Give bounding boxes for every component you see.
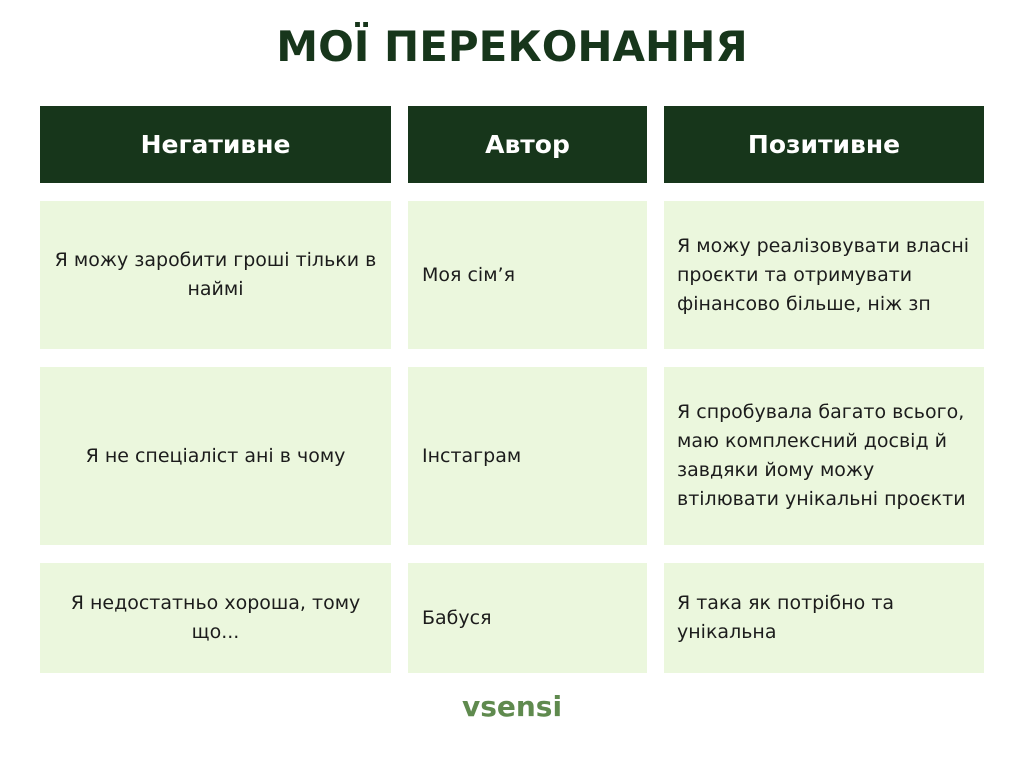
row-1-negative: Я можу заробити гроші тільки в наймі: [40, 201, 391, 349]
page-title: МОЇ ПЕРЕКОНАННЯ: [276, 22, 748, 71]
header-positive: Позитивне: [664, 106, 984, 183]
row-1-positive: Я можу реалізовувати власні проєкти та отримувати фінансово більше, ніж зп: [664, 201, 984, 349]
row-2-positive: Я спробувала багато всього, маю комплексний досвід й завдяки йому можу втілювати унікальні проєкти: [664, 367, 984, 545]
row-3-negative: Я недостатньо хороша, тому що...: [40, 563, 391, 673]
row-2-author: Інстаграм: [408, 367, 647, 545]
brand-logo: vsensi: [461, 690, 563, 723]
header-negative: Негативне: [40, 106, 391, 183]
row-3-author: Бабуся: [408, 563, 647, 673]
row-2-negative: Я не спеціаліст ані в чому: [40, 367, 391, 545]
row-3-positive: Я така як потрібно та унікальна: [664, 563, 984, 673]
header-author: Автор: [408, 106, 647, 183]
row-1-author: Моя сім’я: [408, 201, 647, 349]
beliefs-table: [40, 106, 984, 673]
